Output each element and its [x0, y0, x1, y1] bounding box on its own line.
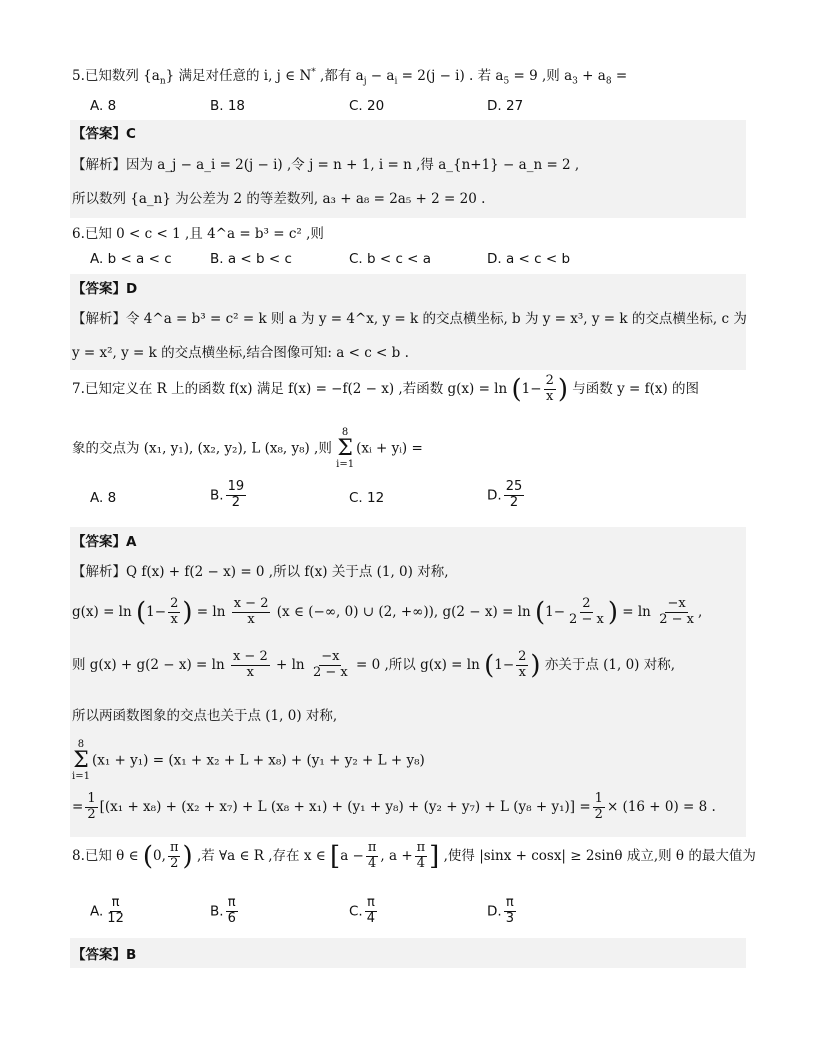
q7-explanation-1: 【解析】Q f(x) + f(2 − x) = 0 ,所以 f(x) 关于点 (1, 0) 对称, [72, 564, 449, 580]
q6-answer: 【答案】D [72, 281, 138, 297]
q5-explanation-2: 所以数列 {a_n} 为公差为 2 的等差数列, a₃ + a₈ = 2a₅ + 2 = 20 . [72, 191, 486, 207]
q7-explanation-5: 8 Σ i=1 (x₁ + y₁) = (x₁ + x₂ + L + x₈) + (y₁ + y₂ + L + y₈) [72, 739, 425, 782]
q6-explanation-1: 【解析】令 4^a = b³ = c² = k 则 a 为 y = 4^x, y = k 的交点横坐标, b 为 y = x³, y = k 的交点横坐标, c 为 [72, 311, 747, 327]
q6-option-b: B. a < b < c [210, 251, 292, 267]
q7-option-b: B. $\frac{19}{2}$ [210, 479, 245, 510]
q8-answer-band [70, 938, 746, 968]
q5-explanation-1: 【解析】因为 a_j − a_i = 2(j − i) ,令 j = n + 1, i = n ,得 a_{n+1} − a_n = 2 , [72, 157, 580, 173]
q8-stem: 8.已知 θ ∈ (0, $\frac{\pi}{2}$ ) ,若 ∀a ∈ R ,存在 x ∈ [a − $\frac{\pi}{4}$ , a + $\frac{\pi}{4}$ ] ,使得 |sinx + cosx| ≥ 2sinθ 成立,则 θ 的最大值为 [72, 840, 756, 872]
q6-option-d: D. a < c < b [487, 251, 571, 267]
q7-explanation-6: = $\frac{1}{2}$ [(x₁ + x₈) + (x₂ + x₇) + L (x₈ + x₁) + (y₁ + y₈) + (y₂ + y₇) + L (y₈ + y₁)] = $\frac{1}{2}$ × (16 + 0) = 8 . [72, 791, 716, 822]
q8-option-d: D. $\frac{\pi}{3}$ [487, 895, 514, 926]
q5-answer: 【答案】C [72, 126, 136, 142]
q5-option-b: B. 18 [210, 98, 246, 114]
q6-explanation-2: y = x², y = k 的交点横坐标,结合图像可知: a < c < b . [72, 345, 409, 361]
q6-option-a: A. b < a < c [90, 251, 172, 267]
q5-option-d: D. 27 [487, 98, 524, 114]
q8-option-b: B. $\frac{\pi}{6}$ [210, 895, 236, 926]
q5-stem: 5.已知数列 $\{a_n\}$ 满足对任意的 i, j ∈ N* ,都有 $a_j - a_i = 2(j - i)$ . 若 $a_5 = 9$ ,则 $a_3 + a_8$ = [72, 67, 628, 87]
q6-stem: 6.已知 0 < c < 1 ,且 4^a = b³ = c² ,则 [72, 226, 324, 242]
q8-option-a: A. $\frac{\pi}{12}$ [90, 895, 124, 926]
q7-answer: 【答案】A [72, 534, 137, 550]
q7-option-c: C. 12 [349, 490, 385, 506]
q7-option-d: D. $\frac{25}{2}$ [487, 479, 523, 510]
q7-explanation-4: 所以两函数图象的交点也关于点 (1, 0) 对称, [72, 708, 338, 724]
q5-option-c: C. 20 [349, 98, 385, 114]
q7-explanation-2: g(x) = ln (1− $\frac{2}{x}$ ) = ln $\frac{x - 2}{x}$ (x ∈ (−∞, 0) ∪ (2, +∞)), g(2 − x) = ln (1− $\frac{2}{2 - x}$ ) = ln $\frac{-x}{2 - x}$ , [72, 596, 703, 628]
q7-explanation-3: 则 g(x) + g(2 − x) = ln $\frac{x - 2}{x}$ + ln $\frac{-x}{2 - x}$ = 0 ,所以 g(x) = ln (1− $\frac{2}{x}$ ) 亦关于点 (1, 0) 对称, [72, 649, 676, 681]
q6-option-c: C. b < c < a [349, 251, 432, 267]
q5-option-a: A. 8 [90, 98, 117, 114]
q7-option-a: A. 8 [90, 490, 117, 506]
q8-answer: 【答案】B [72, 947, 137, 963]
q7-stem-2: 象的交点为 (x₁, y₁), (x₂, y₂), L (x₈, y₈) ,则 8 Σ i=1 (xᵢ + yᵢ) = [72, 427, 423, 470]
q8-option-c: C. $\frac{\pi}{4}$ [349, 895, 375, 926]
q7-stem-1: 7.已知定义在 R 上的函数 f(x) 满足 f(x) = −f(2 − x) ,若函数 g(x) = ln (1− $\frac{2}{x}$ ) 与函数 y = f(x) 的图 [72, 373, 700, 405]
